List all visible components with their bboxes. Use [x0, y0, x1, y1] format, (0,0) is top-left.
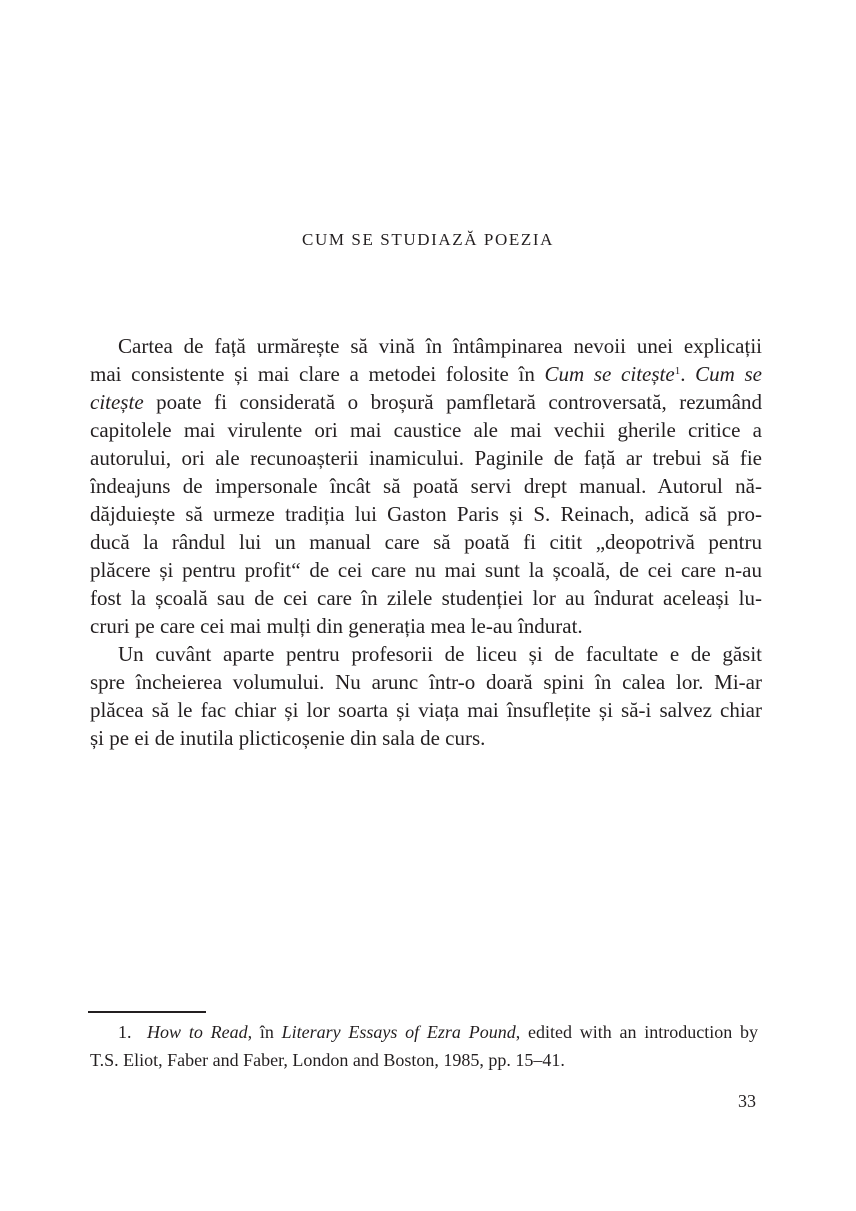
text-span: , în: [247, 1022, 282, 1042]
text-line: fost la școală sau de cei care în zilele studenției lor au îndurat aceleași lu-: [90, 586, 762, 610]
footnote-divider: [88, 1011, 206, 1013]
chapter-title: CUM SE STUDIAZĂ POEZIA: [302, 230, 554, 249]
footnote-line: T.S. Eliot, Faber and Faber, London and Boston, 1985, pp. 15–41.: [90, 1050, 565, 1070]
text-line: dăjduiește să urmeze tradiția lui Gaston Paris și S. Reinach, adică să pro-: [90, 502, 762, 526]
text-span: .: [680, 362, 696, 386]
italic-title: Literary Essays of Ezra Pound: [281, 1022, 516, 1042]
italic-title: Cum se: [695, 362, 762, 386]
body-text: [90, 332, 762, 752]
footnote-number: 1.: [118, 1022, 132, 1042]
text-line: [90, 388, 762, 416]
italic-title: How to Read: [147, 1022, 248, 1042]
footnote: [90, 1018, 758, 1074]
text-line: cruri pe care cei mai mulți din generația mea le-au îndurat.: [90, 614, 583, 638]
text-span: , edited with an introduction by: [515, 1022, 758, 1042]
italic-title: citește: [90, 390, 144, 414]
text-line: autorului, ori ale recunoașterii inamicului. Paginile de față ar trebui să fie: [90, 446, 762, 470]
text-line: plăcea să le fac chiar și lor soarta și viața mai însuflețite și să-i salvez chiar: [90, 698, 762, 722]
text-line: plăcere și pentru profit“ de cei care nu mai sunt la școală, de cei care n-au: [90, 558, 762, 582]
text-line: îndeajuns de impersonale încât să poată servi drept manual. Autorul nă-: [90, 474, 762, 498]
text-line: Cartea de față urmărește să vină în întâmpinarea nevoii unei explicații: [118, 334, 762, 358]
footnote-ref[interactable]: 1: [674, 365, 681, 377]
footnote-line: [90, 1018, 758, 1046]
text-line: [90, 360, 762, 388]
text-line: Un cuvânt aparte pentru profesorii de liceu și de facultate e de găsit: [118, 642, 762, 666]
text-span: poate fi considerată o broșură pamfletară controversată, rezumând: [143, 390, 762, 414]
text-line: și pe ei de inutila plicticoșenie din sala de curs.: [90, 726, 486, 750]
text-line: capitolele mai virulente ori mai caustice ale mai vechii gherile critice a: [90, 418, 762, 442]
text-line: ducă la rândul lui un manual care să poată fi citit „deopotrivă pentru: [90, 530, 762, 554]
text-line: spre încheierea volumului. Nu arunc într-o doară spini în calea lor. Mi-ar: [90, 670, 762, 694]
italic-title: Cum se citește: [544, 362, 675, 386]
page-number: 33: [738, 1091, 756, 1111]
text-span: mai consistente și mai clare a metodei folosite în: [90, 362, 545, 386]
